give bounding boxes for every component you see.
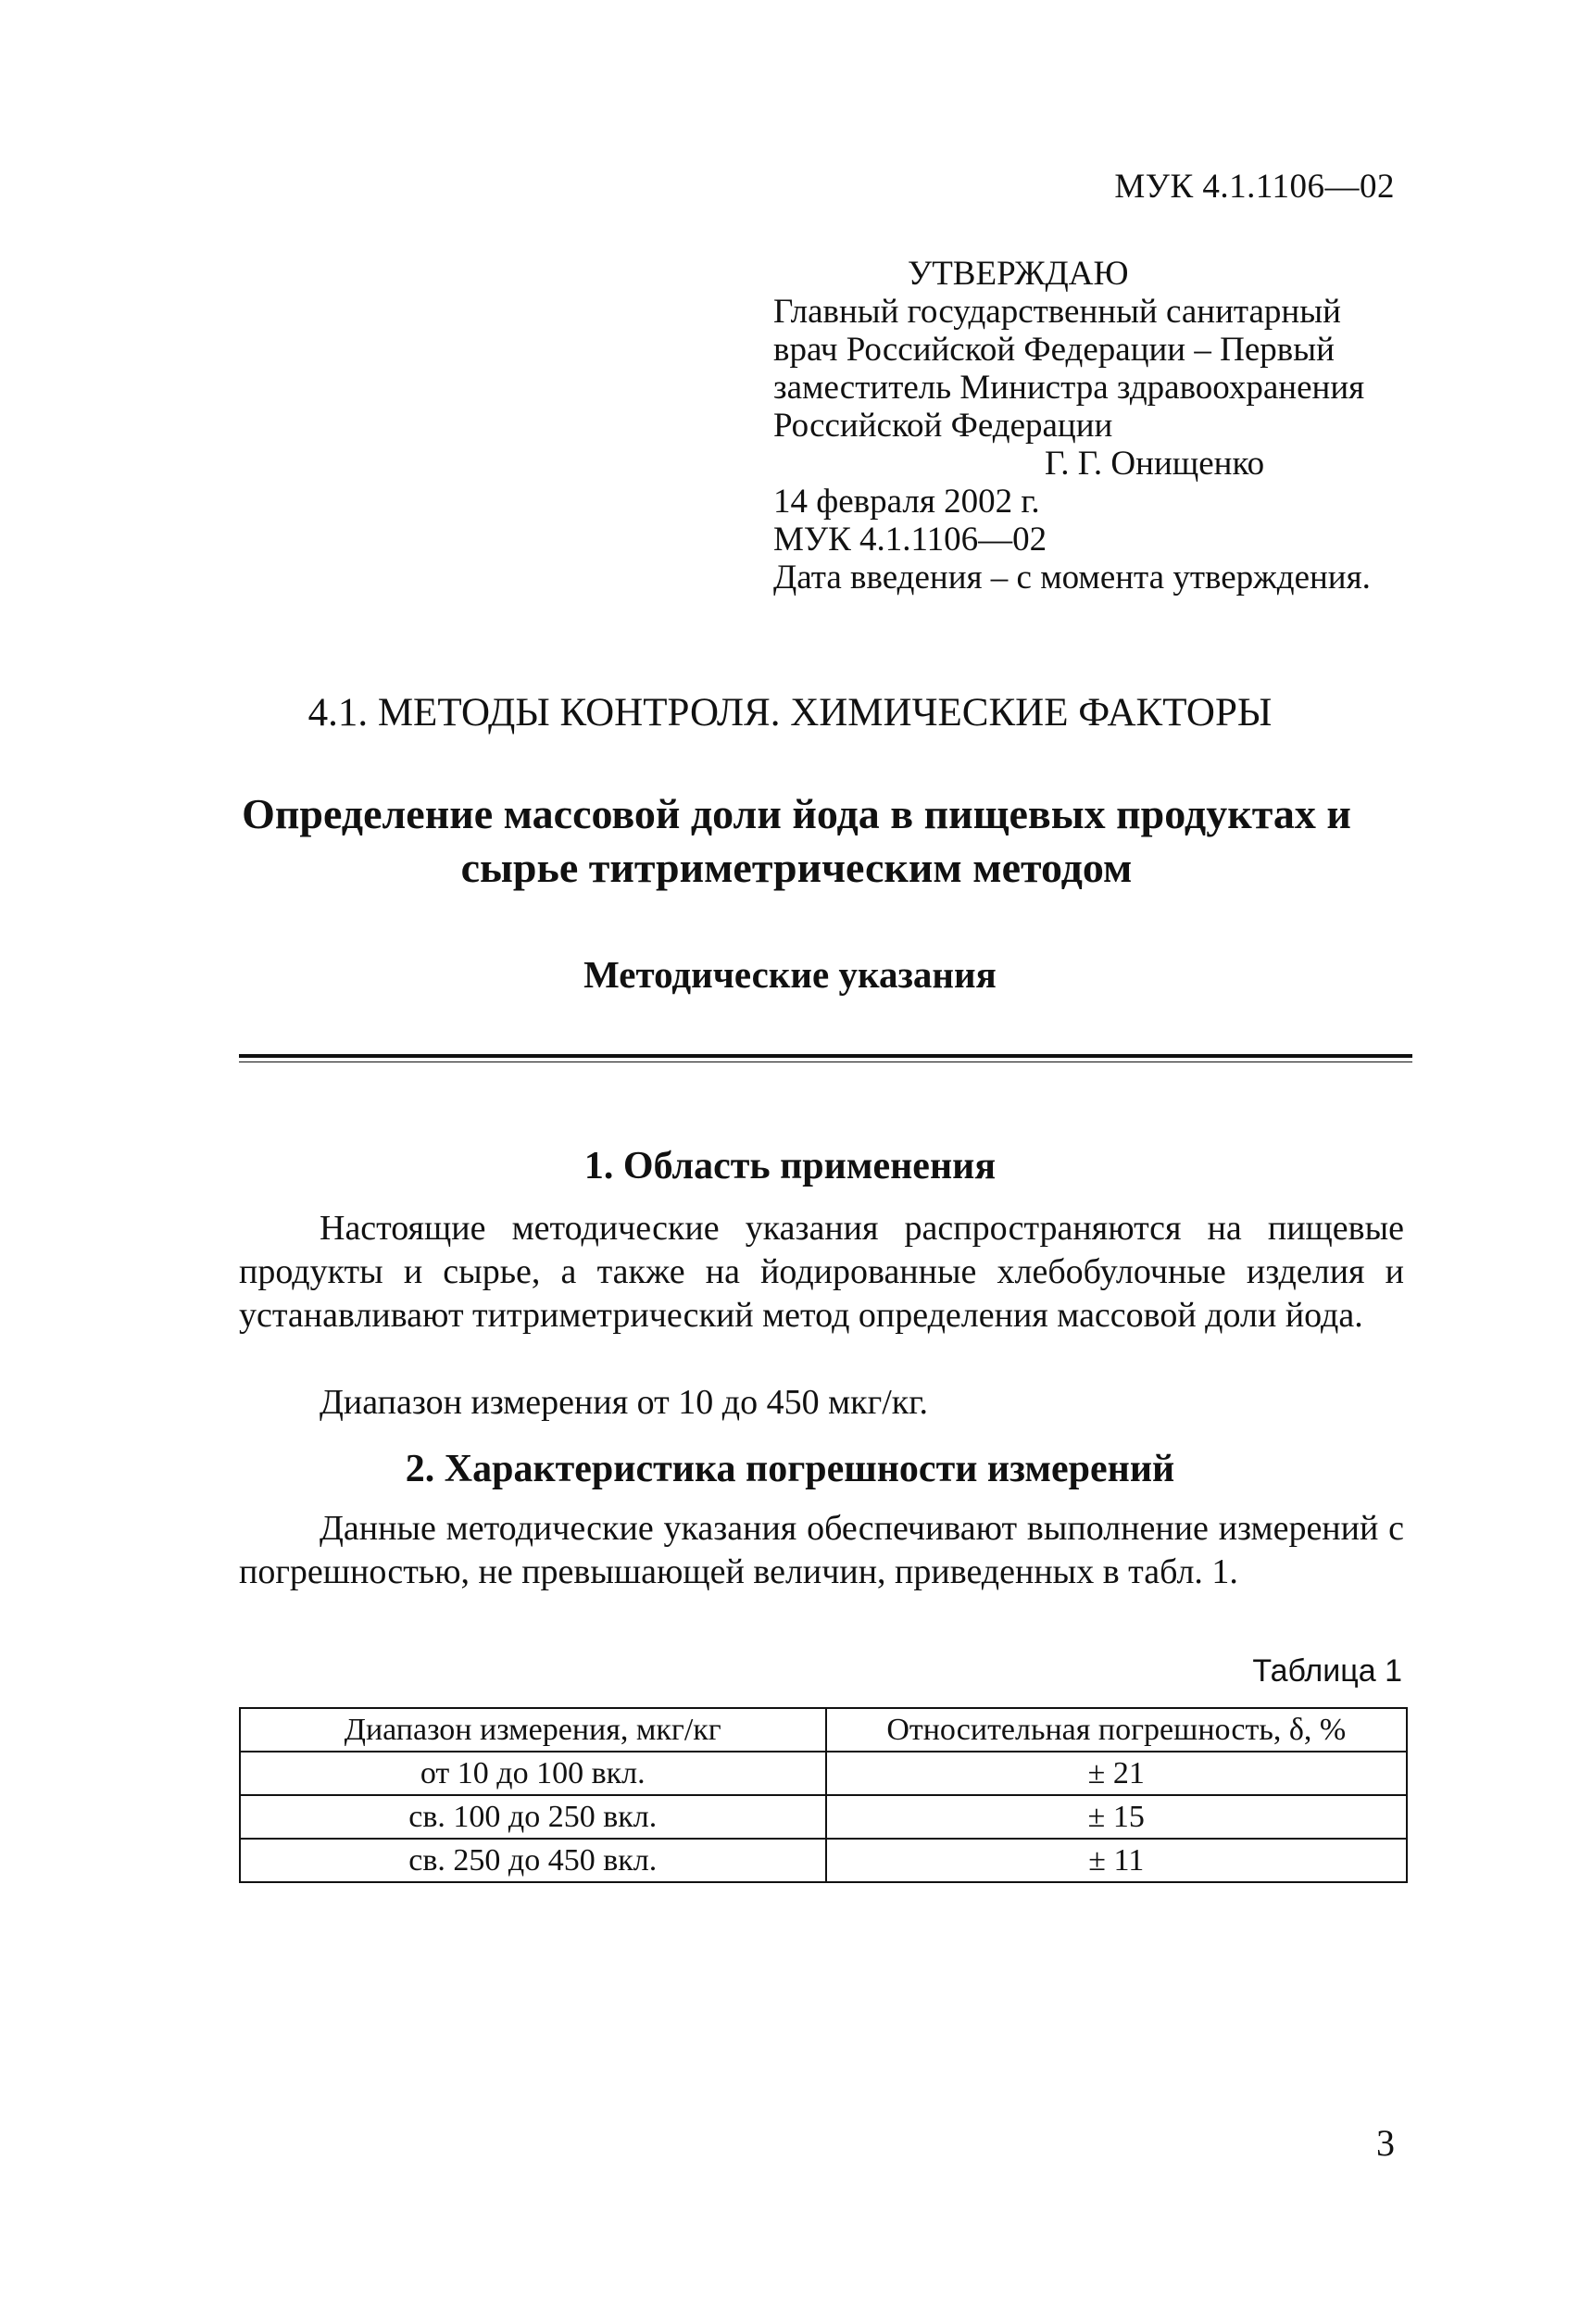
title-line: Определение массовой доли йода в пищевых продуктах и [242, 790, 1351, 837]
approval-line: заместитель Министра здравоохранения [773, 369, 1365, 407]
document-code: МУК 4.1.1106—02 [1114, 168, 1395, 206]
error-table [239, 1707, 1408, 1883]
table-caption: Таблица 1 [1252, 1653, 1402, 1689]
table-row [240, 1752, 1407, 1795]
title-line: сырье титриметрическим методом [460, 844, 1133, 891]
table-cell: св. 250 до 450 вкл. [240, 1839, 826, 1882]
table-cell: св. 100 до 250 вкл. [240, 1795, 826, 1839]
table-cell: ± 11 [826, 1839, 1407, 1882]
paragraph: Данные методические указания обеспечивают выполнение измерений с погрешностью, не превышающей величин, приведенных в табл. 1. [239, 1509, 1404, 1591]
table-cell: ± 21 [826, 1752, 1407, 1795]
table-header-row [240, 1708, 1407, 1752]
table-cell: от 10 до 100 вкл. [240, 1752, 826, 1795]
approval-heading: УТВЕРЖДАЮ [908, 255, 1129, 293]
document-title [185, 787, 1408, 895]
approval-effective-date: Дата введения – с момента утверждения. [773, 559, 1371, 597]
approval-line: Главный государственный санитарный [773, 293, 1341, 331]
table-row [240, 1839, 1407, 1882]
approval-signatory: Г. Г. Онищенко [1045, 445, 1265, 483]
approval-date: 14 февраля 2002 г. [773, 483, 1040, 521]
approval-block [773, 255, 1422, 597]
section-heading-accuracy: 2. Характеристика погрешности измерений [405, 1448, 1175, 1490]
paragraph: Настоящие методические указания распространяются на пищевые продукты и сырье, а также на йодированные хлебобулочные изделия и устанавливают титриметрический метод определения массовой доли йода. [239, 1209, 1404, 1335]
table-row [240, 1795, 1407, 1839]
section-heading-scope: 1. Область применения [583, 1145, 997, 1187]
table-cell: ± 15 [826, 1795, 1407, 1839]
document-type: Методические указания [583, 953, 997, 996]
section-category: 4.1. МЕТОДЫ КОНТРОЛЯ. ХИМИЧЕСКИЕ ФАКТОРЫ [307, 691, 1273, 735]
paragraph: Диапазон измерения от 10 до 450 мкг/кг. [320, 1383, 929, 1422]
table-header: Относительная погрешность, δ, % [826, 1708, 1407, 1752]
approval-code: МУК 4.1.1106—02 [773, 521, 1047, 559]
approval-line: врач Российской Федерации – Первый [773, 331, 1335, 369]
approval-line: Российской Федерации [773, 407, 1113, 445]
divider [239, 1054, 1412, 1058]
table-header: Диапазон измерения, мкг/кг [240, 1708, 826, 1752]
page-number: 3 [1376, 2122, 1395, 2164]
